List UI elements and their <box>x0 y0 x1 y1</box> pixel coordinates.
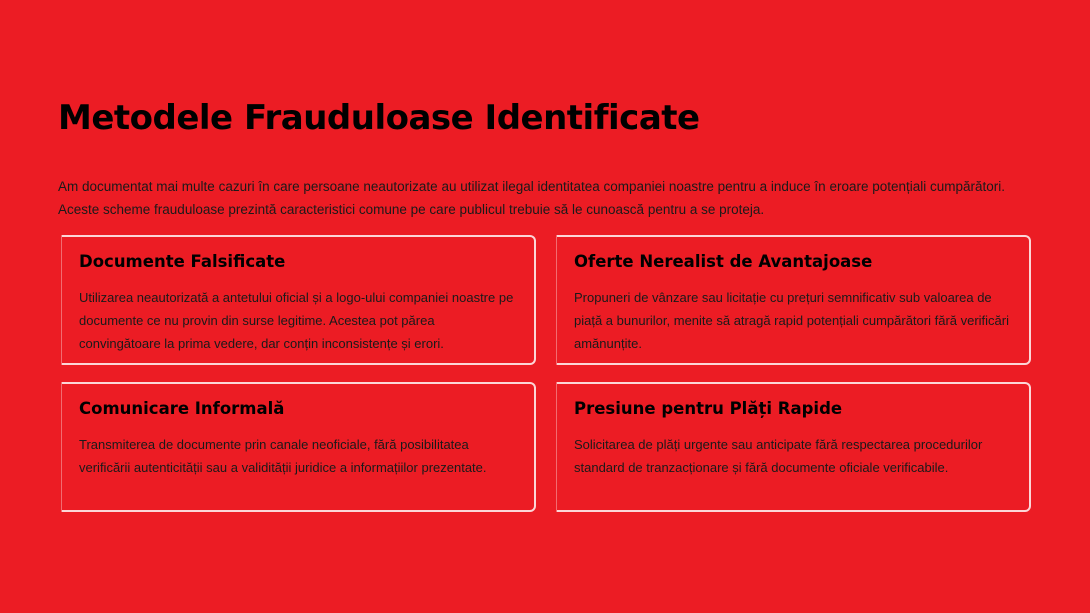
card-documente-falsificate <box>62 235 536 365</box>
card-oferte-nerealiste <box>557 235 1031 365</box>
card-text: Solicitarea de plăți urgente sau anticipate fără respectarea procedurilor standard de tranzacționare și fără documente oficiale verificabile. <box>574 437 983 475</box>
card-comunicare-informala <box>62 382 536 512</box>
card-presiune-plati-rapide <box>557 382 1031 512</box>
page-title: Metodele Frauduloase Identificate <box>58 98 700 138</box>
intro-paragraph: Am documentat mai multe cazuri în care persoane neautorizate au utilizat ilegal identitatea companiei noastre pentru a induce în eroare potențiali cumpărători. Aceste scheme frauduloase prezintă caracteristici comune pe care publicul trebuie să le cunoască pentru a se proteja. <box>58 179 1006 217</box>
card-text: Utilizarea neautorizată a antetului oficial și a logo-ului companiei noastre pe documente ce nu provin din surse legitime. Acestea pot părea convingătoare la prima vedere, dar conțin inconsistențe și erori. <box>79 290 514 351</box>
card-text: Propuneri de vânzare sau licitație cu prețuri semnificativ sub valoarea de piață a bunurilor, menite să atragă rapid potențiali cumpărători fără verificări amănunțite. <box>574 290 1010 351</box>
card-text: Transmiterea de documente prin canale neoficiale, fără posibilitatea verificării autenticității sau a validității juridice a informațiilor prezentate. <box>79 437 487 475</box>
card-title: Documente Falsificate <box>79 252 286 271</box>
card-title: Comunicare Informală <box>79 399 285 418</box>
card-title: Presiune pentru Plăți Rapide <box>574 399 843 418</box>
card-title: Oferte Nerealist de Avantajoase <box>574 252 873 271</box>
